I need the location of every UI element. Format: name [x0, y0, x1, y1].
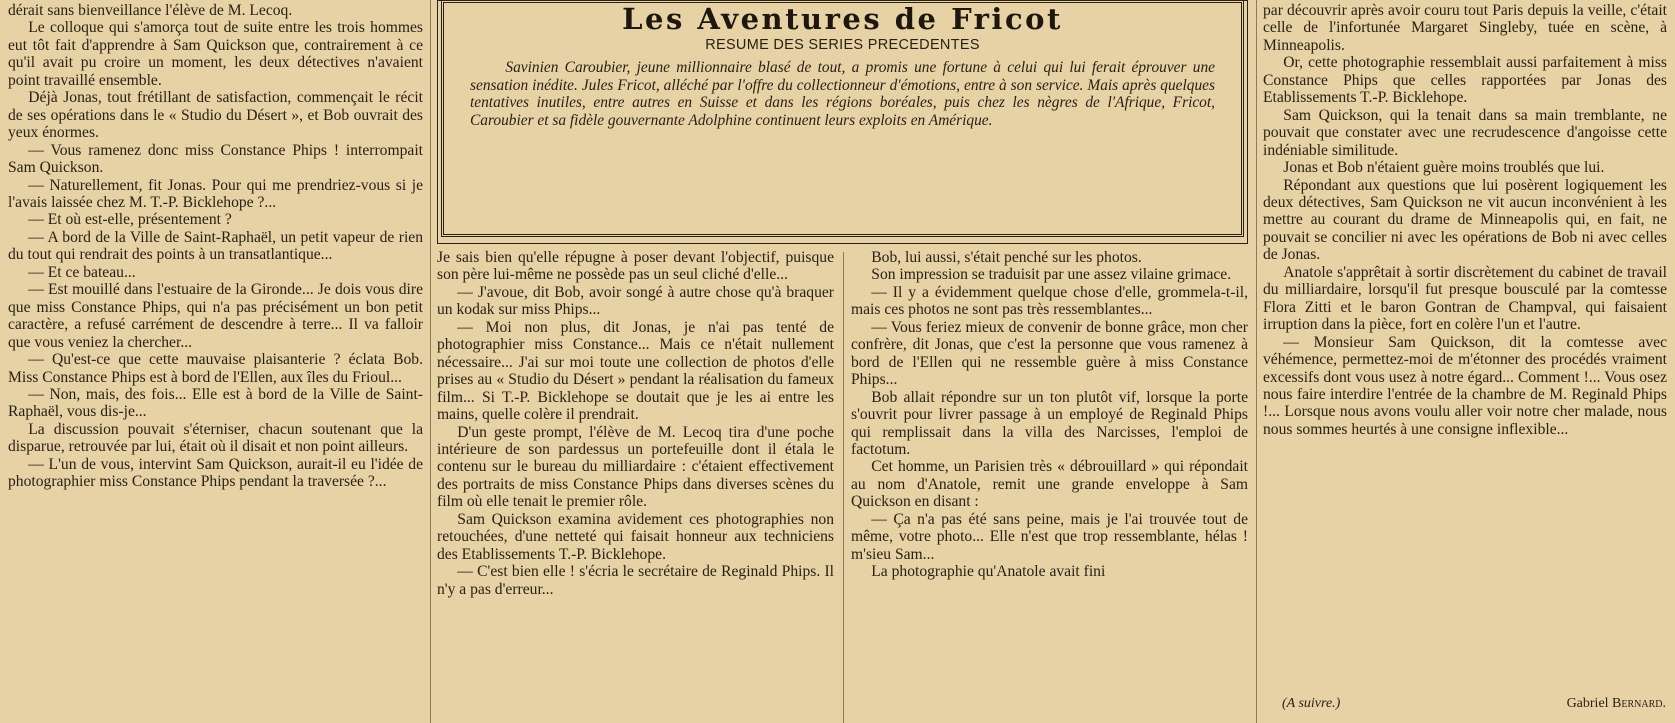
- article-paragraph: — Et où est-elle, présentement ?: [28, 211, 232, 229]
- article-paragraph: Répondant aux questions que lui posèrent logiquement les deux détectives, Sam Quickson ne vit aucun inconvénient à les mettre au courant du drame de Minneapolis qui, en fait, ne pouvait se concilier ni avec les opérations de Bob ni avec celles de Jonas.: [1263, 176, 1667, 264]
- article-paragraph: Son impression se traduisit par une assez vilaine grimace.: [871, 266, 1232, 284]
- article-paragraph: — Non, mais, des fois... Elle est à bord de la Ville de Saint-Raphaël, vous dis-je...: [8, 385, 423, 421]
- feature-summary: Savinien Caroubier, jeune millionnaire blasé de tout, a promis une fortune à celui qui lui ferait éprouver une sensation inédite. Jules Fricot, alléché par l'offre du collectionneur d'émotions, entre à son service. Mais après quelques tentatives inutiles, entre autres en Suisse et dans les régions boréales, puis chez les nègres de l'Afrique, Fricot, Caroubier et sa fidèle gouvernante Adolphine continuent leurs exploits en Amérique.: [470, 59, 1215, 129]
- article-paragraph: — A bord de la Ville de Saint-Raphaël, un petit vapeur de rien du tout qui rendrait des points à un transatlantique...: [8, 228, 423, 264]
- article-paragraph: — Qu'est-ce que cette mauvaise plaisanterie ? éclata Bob. Miss Constance Phips est à bord de l'Ellen, aux îles du Frioul...: [8, 351, 423, 386]
- column-divider: [1256, 0, 1257, 723]
- article-paragraph: — Il y a évidemment quelque chose d'elle, grommela-t-il, mais ces photos ne sont pas très ressemblantes...: [851, 283, 1248, 319]
- article-paragraph: — J'avoue, dit Bob, avoir songé à autre chose qu'à braquer un kodak sur miss Phips...: [437, 283, 834, 319]
- article-paragraph: Anatole s'apprêtait à sortir discrètement du cabinet de travail du milliardaire, lorsqu'il fut presque bousculé par la comtesse Flora Zitti et le baron Gontran de Champval, qui faisaient irruption dans la pièce, fort en colère l'un et l'autre.: [1263, 263, 1667, 334]
- article-paragraph: — Vous ramenez donc miss Constance Phips ! interrompait Sam Quickson.: [8, 141, 423, 177]
- feature-title: Les Aventures de Fricot: [622, 2, 1063, 36]
- article-paragraph: — Est mouillé dans l'estuaire de la Gironde... Je dois vous dire que miss Constance Phips, qui n'a pas précisément un bon petit caractère, a refusé carrément de descendre à terre... Il va falloir que vous veniez la chercher...: [8, 281, 423, 351]
- article-paragraph: — Moi non plus, dit Jonas, je n'ai pas tenté de photographier miss Constance... Mais ce n'était nullement nécessaire... J'ai sur moi toute une collection de photos d'elle prises au « Studio du Désert » pendant la réalisation du fameux film... Si T.-P. Bicklehope se doutait que je les ai entre les mains, quelle colère il prendrait.: [437, 318, 834, 424]
- column-divider: [430, 0, 431, 723]
- column-divider: [843, 252, 844, 723]
- article-paragraph: Bob, lui aussi, s'était penché sur les photos.: [871, 249, 1142, 266]
- article-column-2: [437, 249, 834, 719]
- author-byline: [1567, 696, 1666, 712]
- article-signoff: [1282, 696, 1666, 716]
- article-paragraph: Déjà Jonas, tout frétillant de satisfaction, commençait le récit de ses opérations dans le « Studio du Désert », et Bob ouvrait des yeux énormes.: [8, 89, 423, 142]
- article-paragraph: Jonas et Bob n'étaient guère moins troublés que lui.: [1283, 159, 1605, 177]
- article-paragraph: dérait sans bienveillance l'élève de M. Lecoq.: [8, 2, 293, 19]
- feature-header-box: [441, 0, 1244, 237]
- article-column-1: [8, 2, 423, 720]
- article-paragraph: La discussion pouvait s'éterniser, chacun soutenant que la disparue, retrouvée par lui, était où il disait et non point ailleurs.: [8, 420, 423, 456]
- article-paragraph: — Vous feriez mieux de convenir de bonne grâce, mon cher confrère, dit Jonas, que c'est la personne que vous ramenez à bord de l'Ellen qui ne ressemble guère à miss Constance Phips...: [851, 318, 1248, 389]
- article-paragraph: Or, cette photographie ressemblait aussi parfaitement à miss Constance Phips que celles rapportées par Jonas des Etablissements T.-P. Bicklehope.: [1263, 54, 1667, 107]
- author-first-name: Gabriel: [1566, 696, 1609, 711]
- article-paragraph: — Naturellement, fit Jonas. Pour qui me prendriez-vous si je l'avais laissée chez M. T.-P. Bicklehope ?...: [8, 176, 423, 211]
- article-paragraph: Sam Quickson examina avidement ces photographies non retouchées, d'une netteté qui faisait honneur aux techniciens des Etablissements T.-P. Bicklehope.: [437, 510, 834, 563]
- article-paragraph: — C'est bien elle ! s'écria le secrétaire de Reginald Phips. Il n'y a pas d'erreur...: [437, 563, 834, 598]
- article-paragraph: Sam Quickson, qui la tenait dans sa main tremblante, ne pouvait que constater avec une recrudescence d'angoisse cette indéniable similitude.: [1263, 106, 1667, 159]
- article-paragraph: Cet homme, un Parisien très « débrouillard » qui répondait au nom d'Anatole, remit une grande enveloppe à Sam Quickson en disant :: [851, 458, 1248, 511]
- article-paragraph: La photographie qu'Anatole avait fini: [871, 563, 1106, 581]
- to-be-continued: (A suivre.): [1282, 696, 1341, 711]
- article-paragraph: Bob allait répondre sur un ton plutôt vif, lorsque la porte s'ouvrit pour livrer passage à un employé de Reginald Phips qui remplissait dans la villa des Narcisses, l'emploi de factotum.: [851, 388, 1248, 458]
- article-paragraph: par découvrir après avoir couru tout Paris depuis la veille, c'était celle de l'infortunée Margaret Singleby, tuée en scène, à Minneapolis.: [1263, 2, 1667, 54]
- article-paragraph: Le colloque qui s'amorça tout de suite entre les trois hommes eut tôt fait d'apprendre à Sam Quickson que, contrairement à ce qu'il avait pu croire un moment, les deux détectives n'avaient point travaillé ensemble.: [8, 19, 423, 89]
- author-last-name: Bernard.: [1612, 696, 1666, 711]
- article-paragraph: — Et ce bateau...: [28, 263, 136, 281]
- article-paragraph: D'un geste prompt, l'élève de M. Lecoq tira d'une poche intérieure de son pardessus un portefeuille dont il étala le contenu sur le bureau du milliardaire : c'étaient effectivement des portraits de miss Constance Phips dans diverses scènes du film où elle tenait le premier rôle.: [437, 423, 834, 511]
- article-column-4: [1263, 2, 1667, 692]
- article-paragraph: Je sais bien qu'elle répugne à poser devant l'objectif, puisque son père lui-même ne possède pas un seul cliché d'elle...: [437, 249, 834, 284]
- feature-subtitle: RESUME DES SERIES PRECEDENTES: [705, 37, 980, 53]
- article-paragraph: — Monsieur Sam Quickson, dit la comtesse avec véhémence, permettez-moi de m'étonner des procédés vraiment excessifs dont vous usez à notre égard... Comment !... Vous osez nous faire interdire l'entrée de la chambre de M. Reginald Phips !... Lorsque nous avons voulu aller voir notre cher malade, nous nous sommes heurtés à une consigne inflexible...: [1263, 333, 1667, 438]
- article-paragraph: — Ça n'a pas été sans peine, mais je l'ai trouvée tout de même, votre photo... Elle n'est que trop ressemblante, hélas ! m'sieu Sam...: [851, 510, 1248, 563]
- article-column-3: [851, 249, 1248, 719]
- article-paragraph: — L'un de vous, intervint Sam Quickson, aurait-il eu l'idée de photographier miss Constance Phips pendant la traversée ?...: [8, 455, 423, 491]
